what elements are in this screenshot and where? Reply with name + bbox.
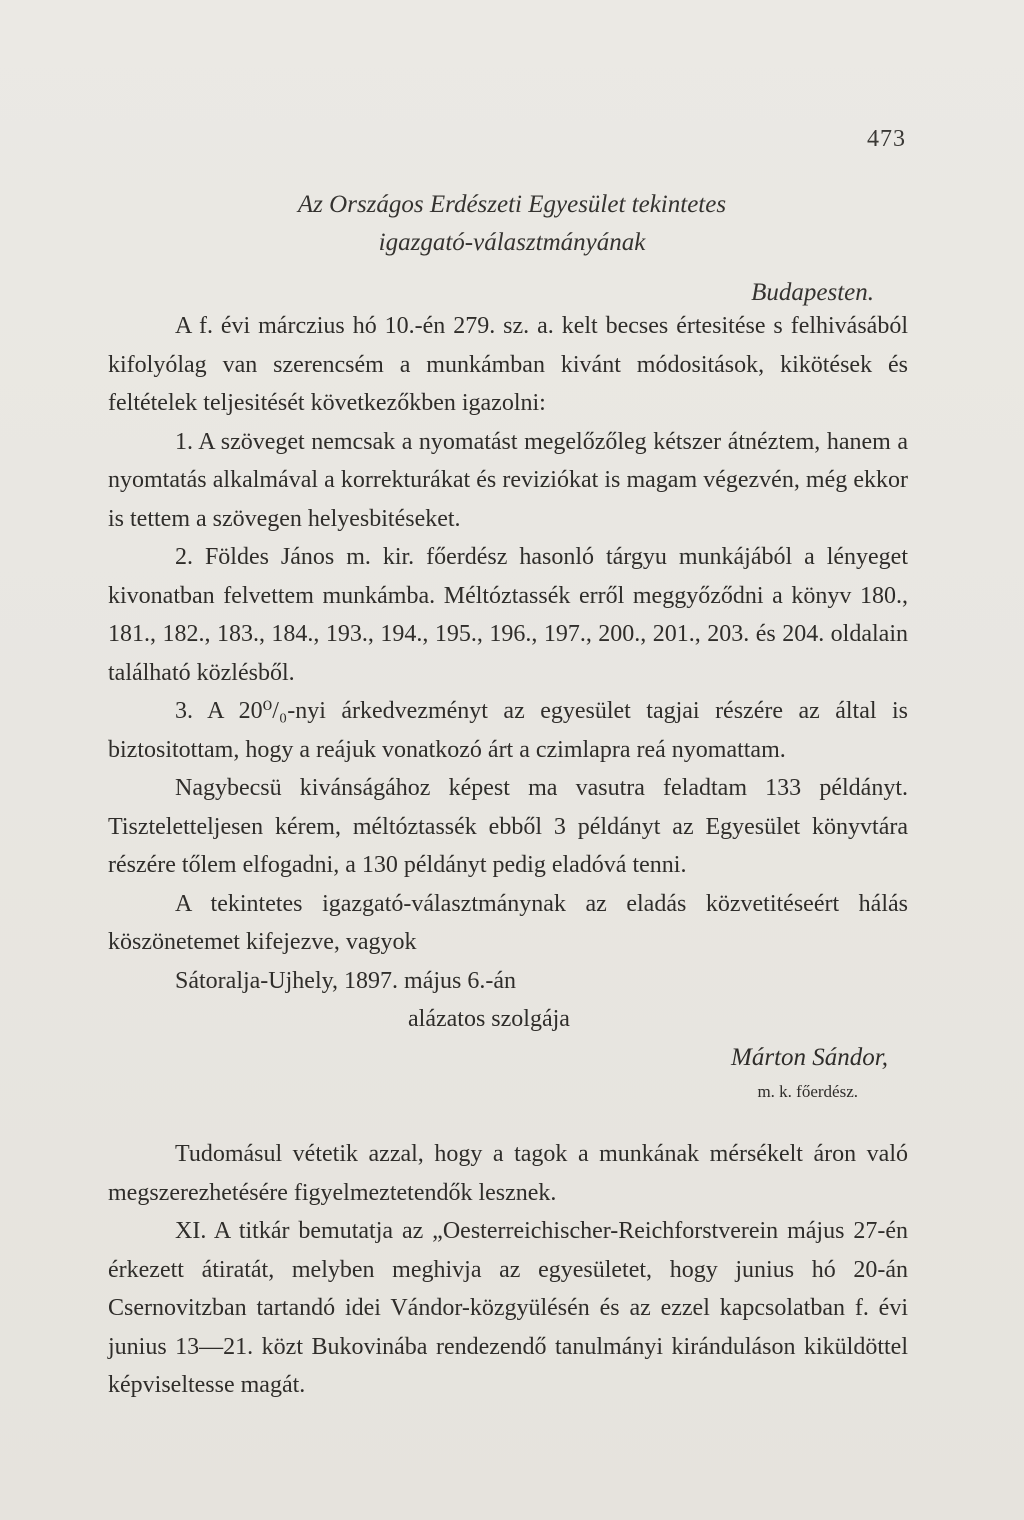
- letter-paragraph-5: Nagybecsü kivánságához képest ma vasutra feladtam 133 példányt. Tiszteletteljesen kérem, méltóztassék ebből 3 példányt az Egyesület könyvtára részére tőlem elfogadni, a 130 példányt pedig eladóvá tenni.: [108, 775, 908, 878]
- letter-paragraph-4: 3. A 20⁰/₀-nyi árkedvezményt az egyesület tagjai részére az által is biztositottam, hogy a reájuk vonatkozó árt a czimlapra reá nyomattam.: [108, 698, 908, 763]
- address-city: Budapesten.: [751, 279, 874, 306]
- signature: Márton Sándor,: [731, 1043, 888, 1071]
- letter-paragraph-1: A f. évi márczius hó 10.-én 279. sz. a. kelt becses értesitése s felhivásából kifolyólag van szerencsém a munkámban kivánt módositások, kikötések és feltételek teljesitését következőkben igazolni:: [108, 313, 908, 416]
- place-date: Sátoralja-Ujhely, 1897. május 6.-án: [175, 967, 517, 994]
- body-text: [108, 307, 908, 1405]
- letter-paragraph-6: A tekintetes igazgató-választmánynak az eladás közvetitéseért hálás köszönetemet kifejezve, vagyok: [108, 890, 908, 955]
- page-number: 473: [867, 126, 906, 152]
- minutes-paragraph-1: Tudomásul vétetik azzal, hogy a tagok a munkának mérsékelt áron való megszerezhetésére figyelmeztetendők lesznek.: [108, 1141, 908, 1206]
- closing-formula: alázatos szolgája: [408, 1006, 570, 1032]
- minutes-paragraph-2: XI. A titkár bemutatja az „Oesterreichischer-Reichforstverein május 27-én érkezett átiratát, melyben meghivja az egyesületet, hogy junius hó 20-án Csernovitzban tartandó idei Vándor-közgyülésén és az ezzel kapcsolatban f. évi junius 13—21. közt Bukovinába rendezendő tanulmányi kiránduláson kiküldöttel képviseltesse magát.: [108, 1218, 908, 1398]
- letter-paragraph-3: 2. Földes János m. kir. főerdész hasonló tárgyu munkájából a lényeget kivonatban felvettem munkámba. Méltóztassék erről meggyőződni a könyv 180., 181., 182., 183., 184., 193., 194., 195., 196., 197., 200., 201., 203. és 204. oldalain található közlésből.: [108, 544, 908, 686]
- signature-title: m. k. főerdész.: [757, 1082, 858, 1101]
- address-line-1: Az Országos Erdészeti Egyesület tekintetes: [297, 191, 727, 218]
- letter-paragraph-2: 1. A szöveget nemcsak a nyomatást megelőzőleg kétszer átnéztem, hanem a nyomtatás alkalmával a korrekturákat és reviziókat is magam végezvén, még ekkor is tettem a szövegen helyesbitéseket.: [108, 428, 908, 532]
- letter-address: [0, 186, 1024, 312]
- address-line-2: igazgató-választmányának: [378, 229, 646, 256]
